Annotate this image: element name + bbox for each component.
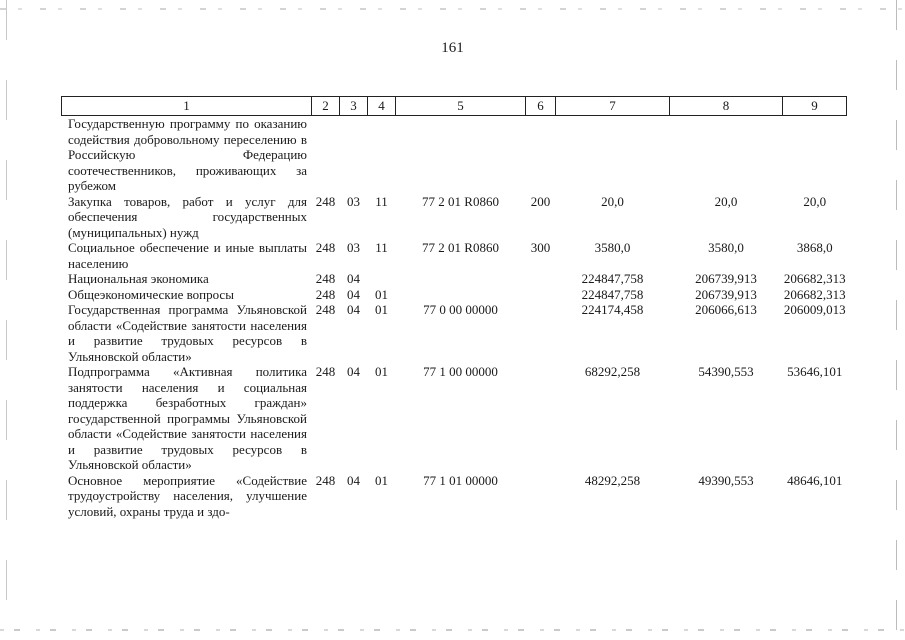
row-value-3: 20,0 <box>803 193 827 209</box>
row-value-3: 53646,101 <box>787 364 843 379</box>
row-csr <box>396 116 526 194</box>
header-row <box>62 97 847 116</box>
row-name: Общеэкономические вопросы <box>68 286 234 302</box>
row-pr: 01 <box>375 364 388 379</box>
row-value-2: 20,0 <box>714 193 738 209</box>
row-name: Основное мероприятие «Содействие трудоустройству населения, улучшение условий, охраны труда и здо- <box>68 472 307 519</box>
header-col-2: 2 <box>312 97 340 116</box>
row-csr: 77 2 01 R0860 <box>422 240 499 255</box>
row-value-3: 3868,0 <box>796 240 833 255</box>
row-gr: 248 <box>315 472 336 488</box>
row-name: Государственная программа Ульяновской области «Содействие занятости населения и развитие трудовых ресурсов в Ульяновской области» <box>68 302 307 364</box>
row-gr: 248 <box>315 193 336 209</box>
row-name: Закупка товаров, работ и услуг для обеспечения государственных (муниципальных) нужд <box>68 193 307 240</box>
row-gr: 248 <box>315 286 336 302</box>
table-row <box>62 116 847 194</box>
row-name: Социальное обеспечение и иные выплаты населению <box>68 240 307 271</box>
row-value-2: 206739,913 <box>695 286 757 302</box>
row-rz: 04 <box>347 472 360 488</box>
row-gr <box>312 116 340 194</box>
table-row <box>62 271 847 287</box>
row-value-1: 224847,758 <box>581 271 644 286</box>
header-col-8: 8 <box>670 97 783 116</box>
row-csr <box>396 287 526 303</box>
row-value-2: 206066,613 <box>695 302 757 317</box>
row-value-1: 3580,0 <box>594 240 631 255</box>
row-value-2: 54390,553 <box>698 364 754 379</box>
row-value-3: 206682,313 <box>783 286 846 302</box>
row-vr <box>526 302 556 364</box>
row-csr <box>396 271 526 287</box>
row-pr: 01 <box>375 472 388 488</box>
scan-edge-bottom <box>0 629 905 631</box>
header-col-4: 4 <box>368 97 396 116</box>
scan-edge-top <box>0 8 905 10</box>
row-pr: 11 <box>375 193 388 209</box>
header-col-7: 7 <box>556 97 670 116</box>
row-name: Подпрограмма «Активная политика занятости населения и социальная поддержка безработных граждан» государственной программы Ульяновской области «Содействие занятости населения и развитие трудовых ресурсов в Ульяновской области» <box>68 364 307 472</box>
row-value-1: 224174,458 <box>581 302 644 317</box>
row-pr: 01 <box>375 302 388 317</box>
budget-table <box>61 96 847 519</box>
row-csr: 77 1 01 00000 <box>423 472 498 488</box>
header-col-5: 5 <box>396 97 526 116</box>
row-rz: 03 <box>347 193 360 209</box>
scan-edge-right <box>896 0 897 640</box>
row-value-3: 48646,101 <box>787 472 843 488</box>
row-vr <box>526 116 556 194</box>
row-value-1: 68292,258 <box>584 364 641 379</box>
table-row <box>62 194 847 241</box>
header-col-1: 1 <box>62 97 312 116</box>
table-row <box>62 287 847 303</box>
table-row <box>62 473 847 520</box>
row-vr: 300 <box>530 240 551 255</box>
row-csr: 77 1 00 00000 <box>423 364 498 379</box>
row-rz: 03 <box>347 240 360 255</box>
row-gr: 248 <box>315 271 336 286</box>
row-vr <box>526 364 556 473</box>
table-row <box>62 240 847 271</box>
row-value-3 <box>783 116 847 194</box>
row-vr: 200 <box>530 193 551 209</box>
row-rz: 04 <box>347 271 360 286</box>
row-value-2: 3580,0 <box>708 240 744 255</box>
row-rz <box>340 116 368 194</box>
row-vr <box>526 473 556 520</box>
row-rz: 04 <box>347 302 360 317</box>
row-value-2: 49390,553 <box>698 472 754 488</box>
header-col-9: 9 <box>783 97 847 116</box>
row-gr: 248 <box>315 364 336 379</box>
row-csr: 77 2 01 R0860 <box>422 193 499 209</box>
row-pr: 01 <box>375 286 388 302</box>
row-gr: 248 <box>315 302 336 317</box>
row-name: Государственную программу по оказанию содействия добровольному переселению в Российскую Федерацию соотечественников, проживающих за рубежом <box>68 116 307 193</box>
header-col-3: 3 <box>340 97 368 116</box>
row-value-1: 20,0 <box>601 193 624 209</box>
table-row <box>62 302 847 364</box>
row-gr: 248 <box>315 240 336 255</box>
row-vr <box>526 271 556 287</box>
row-csr: 77 0 00 00000 <box>423 302 498 317</box>
row-vr <box>526 287 556 303</box>
row-name: Национальная экономика <box>68 271 209 286</box>
header-col-6: 6 <box>526 97 556 116</box>
row-rz: 04 <box>347 364 360 379</box>
row-value-2 <box>670 116 783 194</box>
row-value-1: 48292,258 <box>584 472 641 488</box>
scan-edge-left <box>6 0 7 640</box>
row-value-3: 206682,313 <box>783 271 846 286</box>
row-pr <box>368 116 396 194</box>
row-value-3: 206009,013 <box>783 302 846 317</box>
row-value-1: 224847,758 <box>581 286 644 302</box>
table-row <box>62 364 847 473</box>
row-pr <box>368 271 396 287</box>
page-number: 161 <box>441 40 464 56</box>
row-pr: 11 <box>375 240 388 255</box>
row-value-1 <box>556 116 670 194</box>
row-rz: 04 <box>347 286 360 302</box>
row-value-2: 206739,913 <box>695 271 757 286</box>
